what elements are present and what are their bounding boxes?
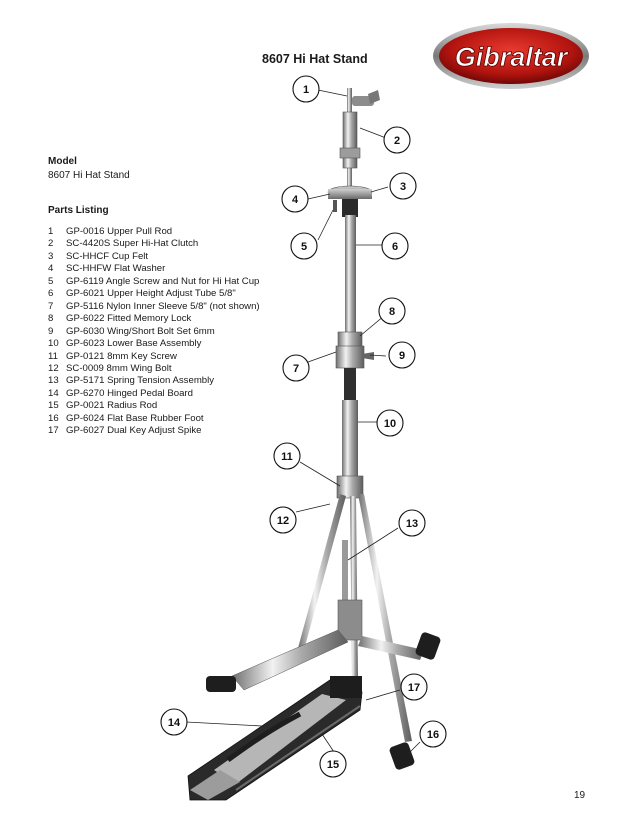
part-number: 4 bbox=[48, 263, 54, 275]
part-description: GP-5171 Spring Tension Assembly bbox=[66, 375, 215, 387]
callout-3 bbox=[390, 173, 416, 199]
callout-group bbox=[161, 76, 446, 777]
part-description: SC-HHFW Flat Washer bbox=[66, 263, 166, 275]
part-description: SC-0009 8mm Wing Bolt bbox=[66, 362, 172, 374]
part-description: SC-4420S Super Hi-Hat Clutch bbox=[66, 238, 199, 250]
callout-number: 7 bbox=[292, 363, 300, 375]
part-number: 16 bbox=[48, 412, 59, 424]
part-number: 1 bbox=[48, 226, 54, 237]
callout-11 bbox=[274, 443, 300, 469]
part-description: GP-0121 8mm Key Screw bbox=[66, 350, 177, 362]
height-clamp bbox=[336, 346, 364, 368]
part-number: 11 bbox=[48, 350, 58, 362]
callout-4 bbox=[282, 186, 308, 212]
part-description: GP-6027 Dual Key Adjust Spike bbox=[66, 425, 202, 437]
part-number: 8 bbox=[48, 313, 54, 325]
part-number: 2 bbox=[48, 238, 54, 250]
callout-15 bbox=[320, 751, 346, 777]
callout-number: 15 bbox=[326, 759, 340, 771]
callout-number: 6 bbox=[391, 241, 399, 253]
callout-13 bbox=[399, 510, 425, 536]
part-description: GP-6119 Angle Screw and Nut for Hi Hat Cup bbox=[66, 275, 260, 287]
callout-2 bbox=[384, 127, 410, 153]
part-number: 7 bbox=[48, 300, 54, 312]
callout-5 bbox=[291, 233, 317, 259]
part-number: 13 bbox=[48, 375, 59, 387]
logo-text: Gibraltar bbox=[454, 42, 568, 72]
part-number: 14 bbox=[48, 387, 59, 399]
clutch bbox=[343, 112, 357, 168]
memory-lock bbox=[338, 332, 362, 348]
callout-12 bbox=[270, 507, 296, 533]
parts-heading: Parts Listing bbox=[48, 205, 109, 216]
part-description: GP-6021 Upper Height Adjust Tube 5/8" bbox=[66, 288, 236, 300]
part-number: 5 bbox=[48, 275, 54, 287]
callout-number: 5 bbox=[300, 241, 308, 253]
spring-tension-assembly bbox=[342, 540, 348, 600]
part-number: 15 bbox=[48, 400, 59, 412]
part-number: 17 bbox=[48, 425, 59, 437]
callout-number: 4 bbox=[291, 194, 299, 206]
callout-number: 14 bbox=[167, 717, 181, 729]
callout-number: 16 bbox=[426, 729, 440, 741]
model-heading: Model bbox=[48, 156, 77, 167]
part-description: GP-6022 Fitted Memory Lock bbox=[66, 313, 192, 325]
callout-number: 9 bbox=[398, 350, 406, 362]
part-number: 9 bbox=[48, 325, 54, 337]
part-description: GP-5116 Nylon Inner Sleeve 5/8" (not shown) bbox=[66, 300, 260, 312]
part-description: GP-0021 Radius Rod bbox=[66, 400, 158, 412]
part-description: GP-6024 Flat Base Rubber Foot bbox=[66, 412, 204, 424]
callout-number: 3 bbox=[399, 181, 407, 193]
part-description: GP-6270 Hinged Pedal Board bbox=[66, 387, 193, 399]
callout-9 bbox=[389, 342, 415, 368]
part-description: GP-6023 Lower Base Assembly bbox=[66, 338, 202, 350]
callout-number: 13 bbox=[405, 518, 419, 530]
callout-16 bbox=[420, 721, 446, 747]
callout-8 bbox=[379, 298, 405, 324]
lower-base-tube bbox=[342, 400, 358, 480]
callout-number: 2 bbox=[393, 135, 401, 147]
cup-felt-holder bbox=[342, 199, 358, 217]
callout-6 bbox=[382, 233, 408, 259]
callout-number: 10 bbox=[383, 418, 397, 430]
part-number: 12 bbox=[48, 362, 59, 374]
rubber-foot-left bbox=[206, 676, 236, 692]
callout-number: 1 bbox=[302, 84, 310, 96]
callout-number: 11 bbox=[281, 451, 293, 463]
model-value: 8607 Hi Hat Stand bbox=[48, 170, 130, 181]
callout-number: 12 bbox=[276, 515, 290, 527]
callout-17 bbox=[401, 674, 427, 700]
callout-7 bbox=[283, 355, 309, 381]
callout-14 bbox=[161, 709, 187, 735]
callout-10 bbox=[377, 410, 403, 436]
part-description: GP-6030 Wing/Short Bolt Set 6mm bbox=[66, 325, 215, 337]
callout-number: 8 bbox=[388, 306, 396, 318]
part-description: GP-0016 Upper Pull Rod bbox=[66, 226, 173, 237]
page-title: 8607 Hi Hat Stand bbox=[262, 52, 368, 66]
part-number: 3 bbox=[48, 250, 54, 262]
part-number: 6 bbox=[48, 288, 54, 300]
callout-number: 17 bbox=[407, 682, 421, 694]
part-description: SC-HHCF Cup Felt bbox=[66, 250, 149, 262]
callout-1 bbox=[293, 76, 319, 102]
part-number: 10 bbox=[48, 338, 59, 350]
upper-height-tube bbox=[345, 215, 356, 335]
rubber-foot-right bbox=[388, 741, 415, 770]
clutch-wing-tab bbox=[368, 90, 380, 104]
page-number: 19 bbox=[574, 790, 586, 801]
